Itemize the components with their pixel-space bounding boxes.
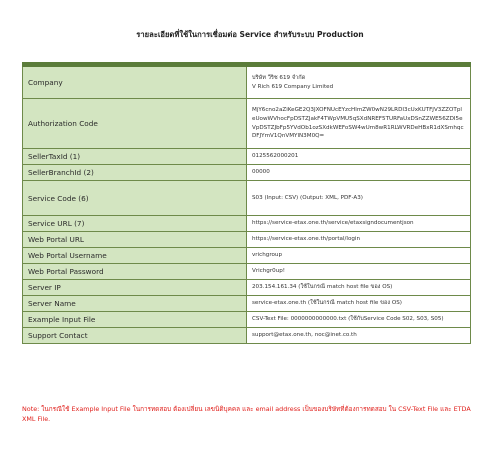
row-label-server-ip: Server IP bbox=[23, 280, 247, 296]
row-label-service-url: Service URL (7) bbox=[23, 216, 247, 232]
row-label-seller-branch-id: SellerBranchId (2) bbox=[23, 165, 247, 181]
row-value-web-portal-password: Vrichgr0up! bbox=[247, 264, 471, 280]
table-row bbox=[23, 232, 471, 248]
row-label-company: Company bbox=[23, 67, 247, 99]
row-value-service-code: S03 (Input: CSV) (Output: XML, PDF-A3) bbox=[247, 181, 471, 216]
table-row bbox=[23, 165, 471, 181]
row-label-server-name: Server Name bbox=[23, 296, 247, 312]
row-label-web-portal-url: Web Portal URL bbox=[23, 232, 247, 248]
row-label-example-input-file: Example Input File bbox=[23, 312, 247, 328]
row-label-seller-tax-id: SellerTaxId (1) bbox=[23, 149, 247, 165]
row-value-company bbox=[247, 67, 471, 99]
row-value-seller-branch-id: 00000 bbox=[247, 165, 471, 181]
row-value-seller-tax-id: 0125562000201 bbox=[247, 149, 471, 165]
authorization-code-value: MjY6cno2aZiKeGE2Q3JXOFNUcEYzcHlmZW0wN29LRDI3cUxKUTFJV3ZZOTpleUowWVhocFpDSTZJakF4TWpVMU5qSXdNREF5TURFaUxDSnZZWE56ZDI5eVpDSTZJbFp5YVdOb1ozSXdkWEFoSW4wUm8wR1RLWVRDeHBxR1dXSmhqcDFJYmV1QnVMYlN3M0Q= bbox=[252, 107, 464, 140]
row-label-web-portal-username: Web Portal Username bbox=[23, 248, 247, 264]
row-value-support-contact: support@etax.one.th, noc@inet.co.th bbox=[247, 328, 471, 344]
page-title: รายละเอียดที่ใช้ในการเชื่อมต่อ Service สำหรับระบบ Production bbox=[136, 30, 364, 39]
table-row bbox=[23, 264, 471, 280]
row-value-server-ip: 203.154.161.34 (ใช้ในกรณี match host file ของ OS) bbox=[247, 280, 471, 296]
table-row bbox=[23, 67, 471, 99]
row-value-web-portal-username: vrichgroup bbox=[247, 248, 471, 264]
row-value-server-name: service-etax.one.th (ใช้ในกรณี match host file ของ OS) bbox=[247, 296, 471, 312]
row-value-web-portal-url: https://service-etax.one.th/portal/login bbox=[247, 232, 471, 248]
row-value-example-input-file: CSV-Text File: 0000000000000.txt (ใช้กับService Code S02, S03, S05) bbox=[247, 312, 471, 328]
row-label-support-contact: Support Contact bbox=[23, 328, 247, 344]
company-name-thai: บริษัท วีริช 619 จำกัด bbox=[252, 74, 306, 81]
table-row bbox=[23, 280, 471, 296]
row-value-service-url: https://service-etax.one.th/service/etaxsigndocumentjson bbox=[247, 216, 471, 232]
table-row bbox=[23, 99, 471, 149]
table-row bbox=[23, 149, 471, 165]
row-label-web-portal-password: Web Portal Password bbox=[23, 264, 247, 280]
row-value-authorization-code bbox=[247, 99, 471, 149]
note-text: Note: ในกรณีใช้ Example Input File ในการทดสอบ ต้องเปลี่ยน เลขนิติบุคคล และ email address เป็นของบริษัทที่ต้องการทดสอบ ใน CSV-Text File และ ETDA XML File. bbox=[22, 405, 471, 424]
connection-details-table bbox=[22, 62, 471, 344]
table-row bbox=[23, 296, 471, 312]
table-row bbox=[23, 248, 471, 264]
table-row bbox=[23, 328, 471, 344]
table-row bbox=[23, 216, 471, 232]
row-label-service-code: Service Code (6) bbox=[23, 181, 247, 216]
company-name-english: V Rich 619 Company Limited bbox=[252, 83, 334, 90]
table-row bbox=[23, 181, 471, 216]
row-label-authorization-code: Authorization Code bbox=[23, 99, 247, 149]
table-row bbox=[23, 312, 471, 328]
